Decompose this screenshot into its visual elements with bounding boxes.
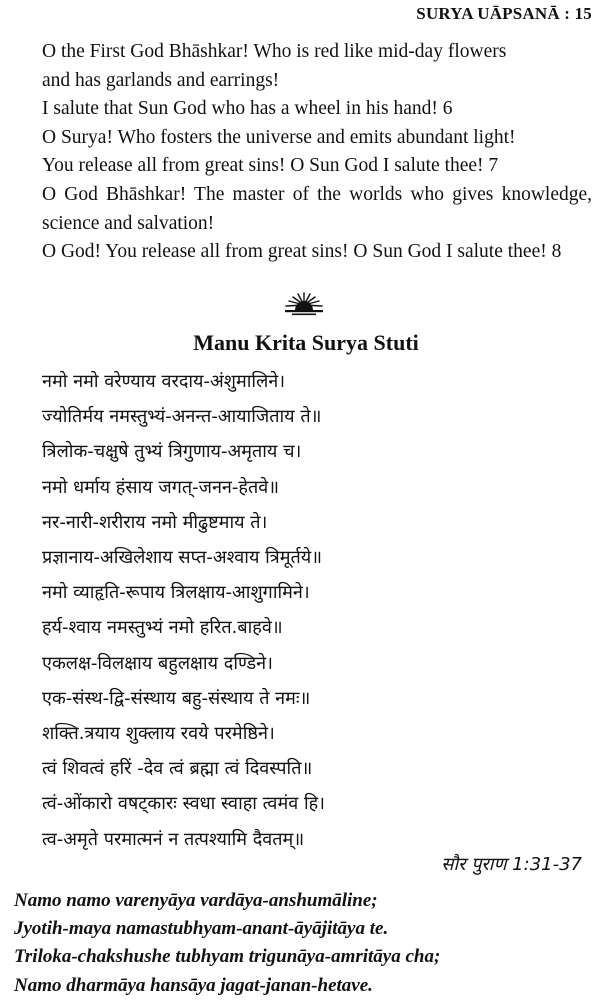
sanskrit-line: नमो धर्माय हंसाय जगत्-जनन-हेतवे॥ xyxy=(42,476,280,498)
rising-sun-ornament-icon xyxy=(284,292,324,318)
english-line: O Surya! Who fosters the universe and emits abundant light! xyxy=(42,126,516,148)
sanskrit-verses xyxy=(42,364,582,857)
english-line: and has garlands and earrings! xyxy=(42,69,280,91)
scripture-reference: सौर पुराण 1:31-37 xyxy=(441,854,582,875)
english-line: O God! You release all from great sins! O Sun God I salute thee! 8 xyxy=(42,241,562,263)
transliteration-line: Namo dharmāya hansāya jagat-janan-hetave. xyxy=(14,974,373,996)
english-line: I salute that Sun God who has a wheel in his hand! 6 xyxy=(42,98,453,120)
english-translation xyxy=(6,38,592,267)
sanskrit-line: नमो नमो वरेण्याय वरदाय-अंशुमालिने। xyxy=(42,371,286,392)
sanskrit-line: त्रिलोक-चक्षुषे तुभ्यं त्रिगुणाय-अमृताय च। xyxy=(42,441,302,463)
section-title: Manu Krita Surya Stuti xyxy=(193,330,419,355)
sanskrit-line: शक्ति.त्रयाय शुक्लाय रवये परमेष्ठिने। xyxy=(42,723,275,745)
sanskrit-line: हर्य-श्वाय नमस्तुभ्यं नमो हरित.बाहवे॥ xyxy=(42,617,283,639)
sanskrit-line: प्रज्ञानाय-अखिलेशाय सप्त-अश्वाय त्रिमूर्तये॥ xyxy=(42,547,322,569)
sanskrit-line: एक-संस्थ-द्वि-संस्थाय बहु-संस्थाय ते नमः॥ xyxy=(42,687,311,709)
running-header: SURYA UĀPSANĀ : 15 xyxy=(416,4,592,23)
sanskrit-line: त्व-अमृते परमात्मनं न तत्पश्यामि दैवतम्॥ xyxy=(42,828,305,850)
sanskrit-line: नर-नारी-शरीराय नमो मीढुष्टमाय ते। xyxy=(42,511,268,533)
sanskrit-line: ज्योतिर्मय नमस्तुभ्यं-अनन्त-आयाजिताय ते॥ xyxy=(42,406,322,428)
sanskrit-line: त्वं शिवत्वं हरिं -देव त्वं ब्रह्मा त्वं दिवस्पति॥ xyxy=(42,758,313,780)
transliteration xyxy=(14,887,594,1000)
transliteration-line: Triloka-chakshushe tubhyam trigunāya-amritāya cha; xyxy=(14,946,441,968)
english-line: O the First God Bhāshkar! Who is red like mid-day flowers xyxy=(42,41,507,62)
english-line: O God Bhāshkar! The master of the worlds who gives knowledge, science and salvation! xyxy=(42,183,592,234)
sanskrit-line: त्वं-ओंकारो वषट्कारः स्वधा स्वाहा त्वमंव हि। xyxy=(42,793,325,815)
transliteration-line: Namo namo varenyāya vardāya-anshumāline; xyxy=(14,890,378,911)
sanskrit-line: एकलक्ष-विलक्षाय बहुलक्षाय दण्डिने। xyxy=(42,652,273,674)
transliteration-line: Jyotih-maya namastubhyam-anant-āyājitāya te. xyxy=(14,918,389,940)
english-line: You release all from great sins! O Sun God I salute thee! 7 xyxy=(42,155,499,177)
sanskrit-line: नमो व्याहृति-रूपाय त्रिलक्षाय-आशुगामिने। xyxy=(42,582,310,604)
